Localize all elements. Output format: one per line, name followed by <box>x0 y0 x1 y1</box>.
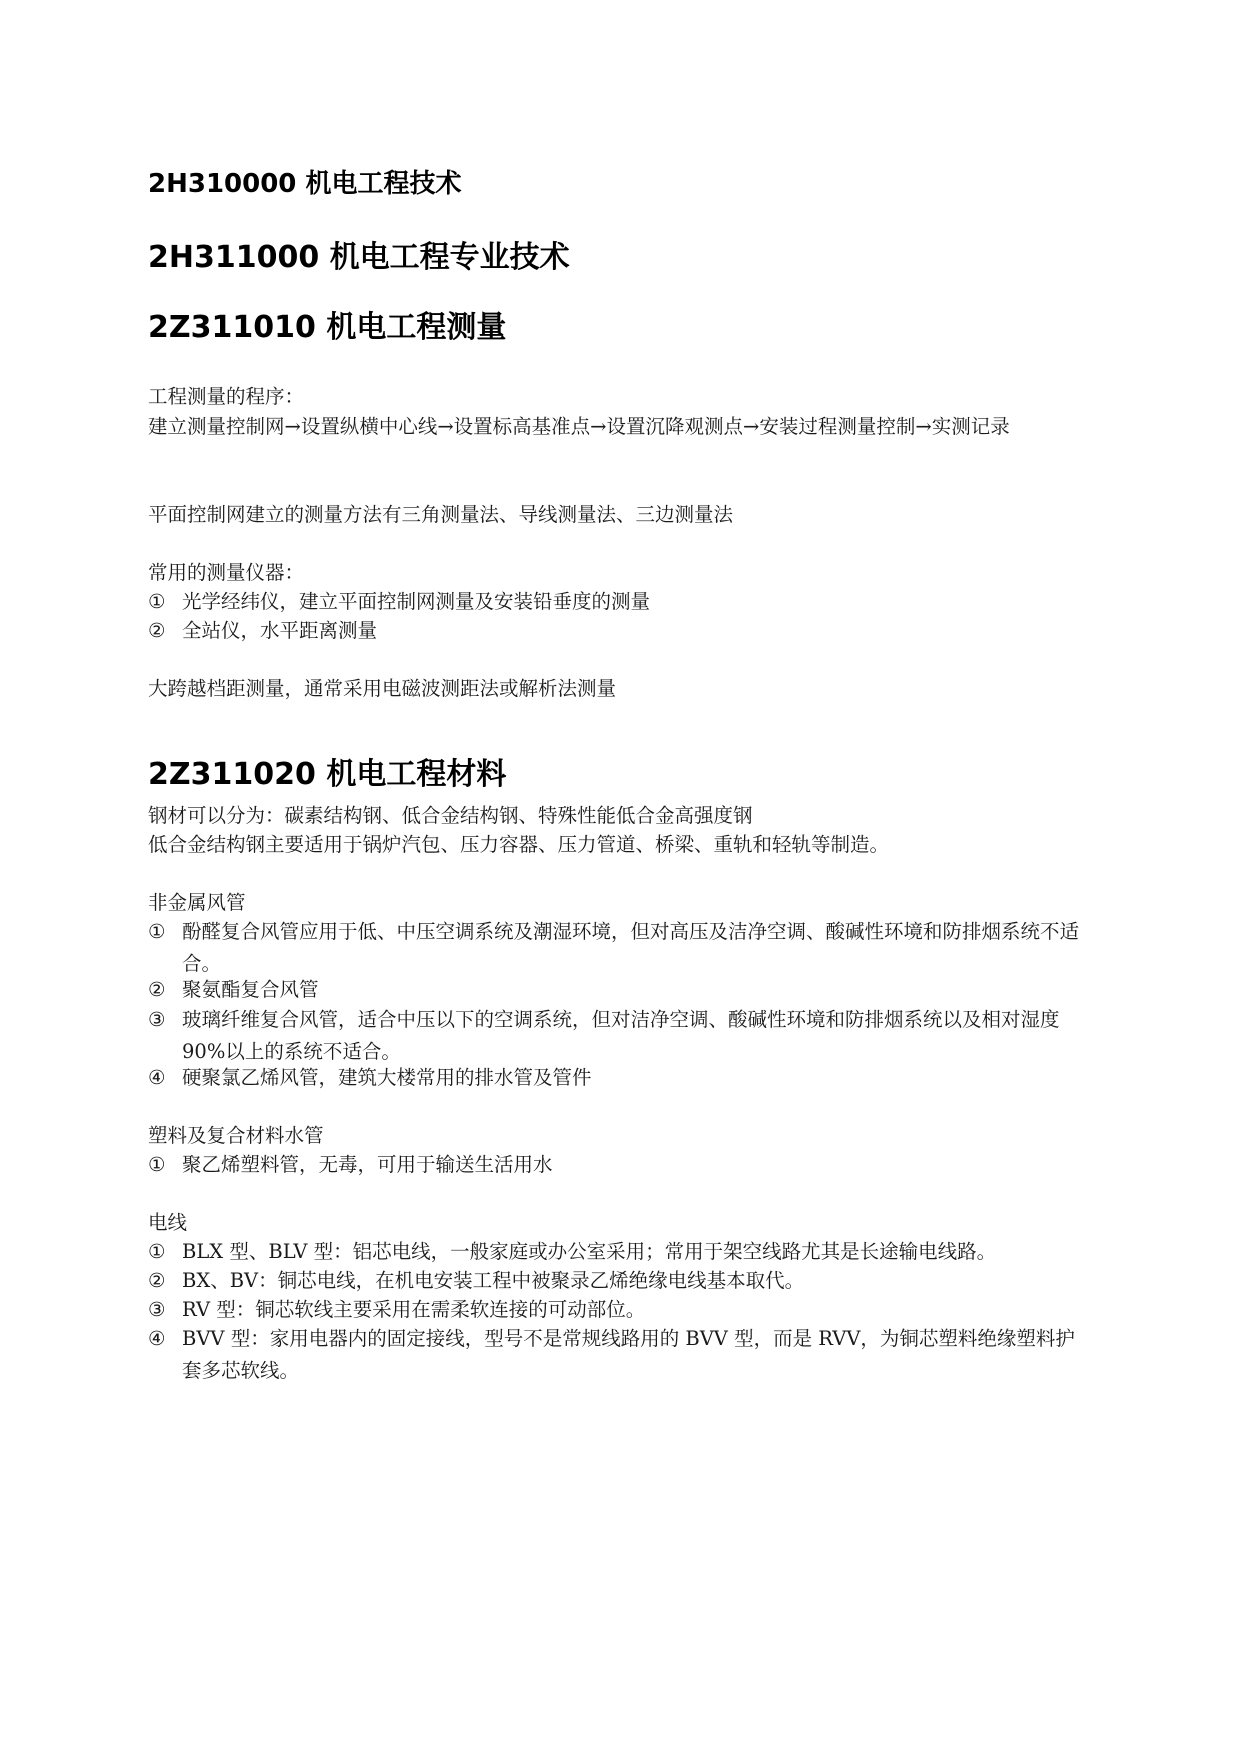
list-marker: ① <box>148 590 166 613</box>
list-item <box>148 1265 1093 1297</box>
list-marker: ② <box>148 978 166 1001</box>
list-item <box>148 1294 1093 1326</box>
list-marker: ② <box>148 619 166 642</box>
long-span-survey: 大跨越档距测量，通常采用电磁波测距法或解析法测量 <box>148 677 617 700</box>
list-marker: ④ <box>148 1066 166 1089</box>
list-item <box>148 1323 1093 1387</box>
list-item-text: 光学经纬仪，建立平面控制网测量及安装铅垂度的测量 <box>182 590 651 613</box>
list-item-text: 聚乙烯塑料管，无毒，可用于输送生活用水 <box>182 1153 553 1176</box>
section-heading: 2H311000 机电工程专业技术 <box>148 240 570 275</box>
list-item <box>148 586 1093 618</box>
list-item <box>148 1149 1093 1181</box>
steel-types: 钢材可以分为：碳素结构钢、低合金结构钢、特殊性能低合金高强度钢 <box>148 804 753 827</box>
list-marker: ③ <box>148 1298 166 1321</box>
chapter-heading: 2H310000 机电工程技术 <box>148 169 462 199</box>
subsection-heading-materials: 2Z311020 机电工程材料 <box>148 757 507 792</box>
plane-control-methods: 平面控制网建立的测量方法有三角测量法、导线测量法、三边测量法 <box>148 503 734 526</box>
list-item <box>148 1004 1093 1068</box>
list-item-text: 硬聚氯乙烯风管，建筑大楼常用的排水管及管件 <box>182 1066 592 1089</box>
list-marker: ① <box>148 920 166 943</box>
list-item-text: BX、BV：铜芯电线，在机电安装工程中被聚录乙烯绝缘电线基本取代。 <box>182 1269 805 1292</box>
list-item <box>148 1062 1093 1094</box>
plastic-pipe-label: 塑料及复合材料水管 <box>148 1124 324 1147</box>
list-item-text: BLX 型、BLV 型：铝芯电线，一般家庭或办公室采用；常用于架空线路尤其是长途输电线路。 <box>182 1240 997 1263</box>
survey-procedure-label: 工程测量的程序： <box>148 385 305 408</box>
wire-label: 电线 <box>148 1211 188 1234</box>
list-marker: ③ <box>148 1008 166 1031</box>
list-item <box>148 615 1093 647</box>
list-item-text: 玻璃纤维复合风管，适合中压以下的空调系统，但对洁净空调、酸碱性环境和防排烟系统以及相对湿度 90%以上的系统不适合。 <box>182 1008 1060 1063</box>
list-item <box>148 974 1093 1006</box>
list-item-text: 酚醛复合风管应用于低、中压空调系统及潮湿环境，但对高压及洁净空调、酸碱性环境和防排烟系统不适合。 <box>182 920 1080 975</box>
list-item <box>148 1236 1093 1268</box>
list-marker: ② <box>148 1269 166 1292</box>
list-item-text: 全站仪，水平距离测量 <box>182 619 378 642</box>
low-alloy-use: 低合金结构钢主要适用于锅炉汽包、压力容器、压力管道、桥梁、重轨和轻轨等制造。 <box>148 833 890 856</box>
list-marker: ① <box>148 1153 166 1176</box>
list-marker: ① <box>148 1240 166 1263</box>
list-item-text: 聚氨酯复合风管 <box>182 978 319 1001</box>
list-item-text: RV 型：铜芯软线主要采用在需柔软连接的可动部位。 <box>182 1298 646 1321</box>
instruments-label: 常用的测量仪器： <box>148 561 305 584</box>
nonmetal-duct-label: 非金属风管 <box>148 891 246 914</box>
list-marker: ④ <box>148 1327 166 1350</box>
list-item-text: BVV 型：家用电器内的固定接线，型号不是常规线路用的 BVV 型，而是 RVV，为铜芯塑料绝缘塑料护套多芯软线。 <box>182 1327 1075 1382</box>
survey-procedure-text: 建立测量控制网→设置纵横中心线→设置标高基准点→设置沉降观测点→安装过程测量控制→实测记录 <box>148 415 1010 438</box>
list-item <box>148 916 1093 980</box>
subsection-heading-survey: 2Z311010 机电工程测量 <box>148 310 507 345</box>
